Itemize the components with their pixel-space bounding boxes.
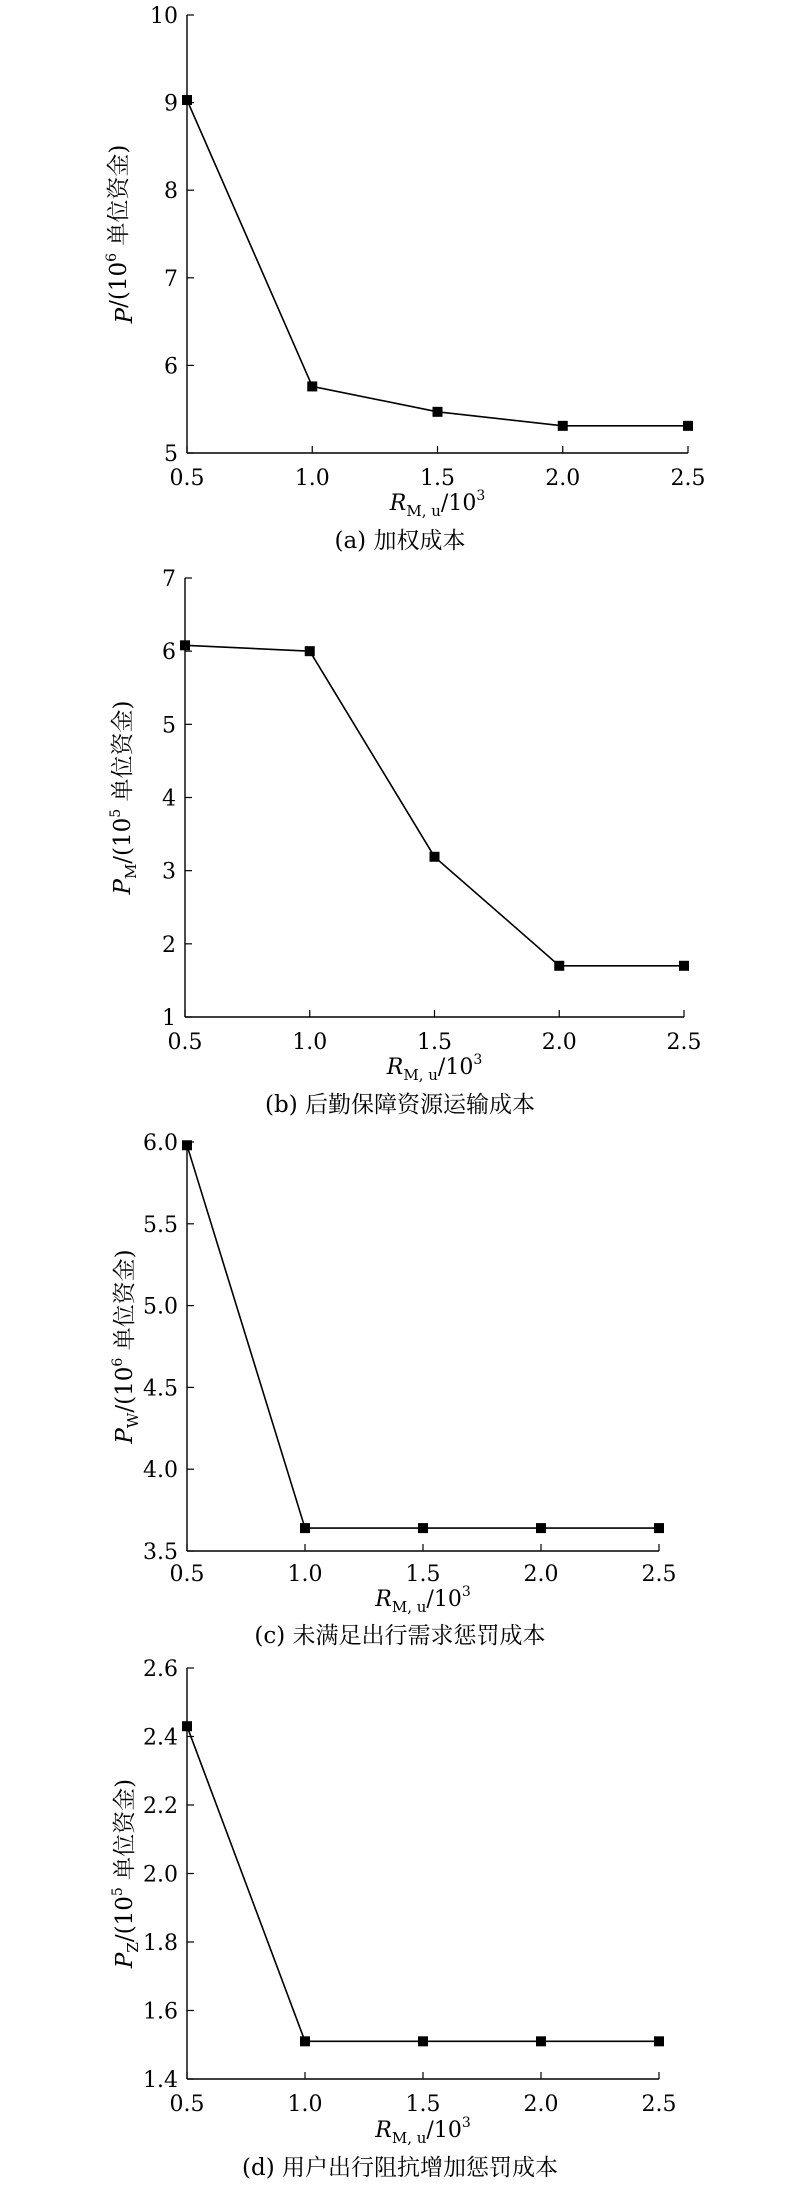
- data-point: [418, 1523, 428, 1533]
- panel-caption: (c) 未满足出行需求惩罚成本: [254, 1623, 546, 1649]
- x-tick-label: 1.0: [292, 1030, 328, 1055]
- x-axis-label: $R_{M, u}/10^3$: [375, 2115, 471, 2147]
- x-axis-label: $R_{M, u}/10^3$: [375, 1584, 471, 1616]
- series-line: [187, 1726, 659, 2041]
- x-tick-label: 2.0: [523, 2092, 559, 2117]
- panel-caption: (d) 用户出行阻抗增加惩罚成本: [242, 2155, 558, 2181]
- y-tick-label: 3: [162, 859, 176, 885]
- y-tick-label: 5: [164, 442, 178, 467]
- data-point: [182, 1721, 192, 1731]
- chart-panel-a: [104, 4, 706, 554]
- x-tick-label: 1.5: [405, 1562, 441, 1587]
- series-line: [187, 100, 688, 426]
- y-tick-label: 1.6: [143, 1999, 178, 2025]
- y-tick-label: 10: [150, 4, 178, 29]
- x-tick-label: 2.0: [541, 1030, 577, 1055]
- chart-panel-d: [110, 1657, 677, 2181]
- data-point: [300, 2036, 310, 2046]
- data-point: [679, 961, 689, 971]
- data-point: [180, 640, 190, 650]
- y-tick-label: 2.2: [143, 1794, 178, 1819]
- y-tick-label: 1: [162, 1006, 176, 1031]
- y-axis-label: $P_Z/(10^5$ 单位资金): [110, 1778, 142, 1969]
- x-axis-label: $R_{M, u}/10^3$: [386, 1052, 483, 1084]
- data-point: [683, 421, 693, 431]
- x-tick-label: 2.0: [523, 1562, 559, 1587]
- panel-caption: (a) 加权成本: [334, 528, 466, 554]
- y-tick-label: 2: [162, 932, 176, 958]
- data-point: [305, 646, 315, 656]
- x-axis-label: $R_{M, u}/10^3$: [389, 488, 486, 520]
- x-tick-label: 1.0: [287, 2092, 323, 2117]
- y-axis-label: $P_M/(10^5$ 单位资金): [108, 700, 140, 895]
- data-point: [430, 852, 440, 862]
- data-point: [536, 1523, 546, 1533]
- y-tick-label: 1.8: [143, 1931, 178, 1956]
- x-tick-label: 0.5: [169, 466, 205, 491]
- y-tick-label: 4: [162, 786, 176, 812]
- y-tick-label: 2.0: [143, 1862, 178, 1888]
- data-point: [182, 1140, 192, 1150]
- x-tick-label: 2.5: [641, 2092, 677, 2117]
- y-tick-label: 2.4: [143, 1725, 178, 1751]
- y-tick-label: 7: [164, 266, 178, 292]
- y-tick-label: 8: [164, 179, 178, 205]
- data-point: [536, 2036, 546, 2046]
- x-tick-label: 0.5: [169, 2092, 205, 2117]
- x-tick-label: 2.5: [641, 1562, 677, 1587]
- chart-panel-c: [110, 1131, 677, 1649]
- x-tick-label: 2.0: [545, 466, 581, 491]
- y-axis-label: $P/(10^6$ 单位资金): [104, 144, 138, 324]
- data-point: [307, 381, 317, 391]
- x-tick-label: 0.5: [169, 1562, 205, 1587]
- y-axis-label: $P_W/(10^6$ 单位资金): [110, 1249, 142, 1444]
- data-point: [182, 95, 192, 105]
- x-tick-label: 2.5: [670, 466, 706, 491]
- series-line: [185, 645, 684, 966]
- x-tick-label: 1.0: [287, 1562, 323, 1587]
- data-point: [654, 2036, 664, 2046]
- y-tick-label: 6: [162, 640, 176, 666]
- y-tick-label: 6.0: [143, 1131, 178, 1156]
- y-tick-label: 2.6: [143, 1657, 178, 1682]
- data-point: [433, 407, 443, 417]
- x-tick-label: 1.5: [405, 2092, 441, 2117]
- x-tick-label: 0.5: [167, 1030, 203, 1055]
- y-tick-label: 9: [164, 91, 178, 117]
- x-tick-label: 1.5: [417, 1030, 452, 1055]
- panel-caption: (b) 后勤保障资源运输成本: [265, 1092, 535, 1118]
- y-tick-label: 4.0: [143, 1458, 178, 1484]
- y-tick-label: 7: [162, 567, 176, 592]
- series-line: [187, 1145, 659, 1528]
- x-tick-label: 1.5: [420, 466, 455, 491]
- data-point: [554, 961, 564, 971]
- chart-panel-b: [108, 567, 702, 1118]
- y-tick-label: 1.4: [143, 2068, 178, 2093]
- data-point: [654, 1523, 664, 1533]
- y-tick-label: 5.5: [143, 1212, 178, 1238]
- y-tick-label: 5.0: [143, 1294, 178, 1320]
- data-point: [418, 2036, 428, 2046]
- data-point: [300, 1523, 310, 1533]
- x-tick-label: 1.0: [294, 466, 330, 491]
- x-tick-label: 2.5: [666, 1030, 702, 1055]
- y-tick-label: 5: [162, 713, 176, 739]
- y-tick-label: 6: [164, 354, 178, 380]
- y-tick-label: 3.5: [143, 1540, 178, 1565]
- y-tick-label: 4.5: [143, 1376, 178, 1402]
- data-point: [558, 421, 568, 431]
